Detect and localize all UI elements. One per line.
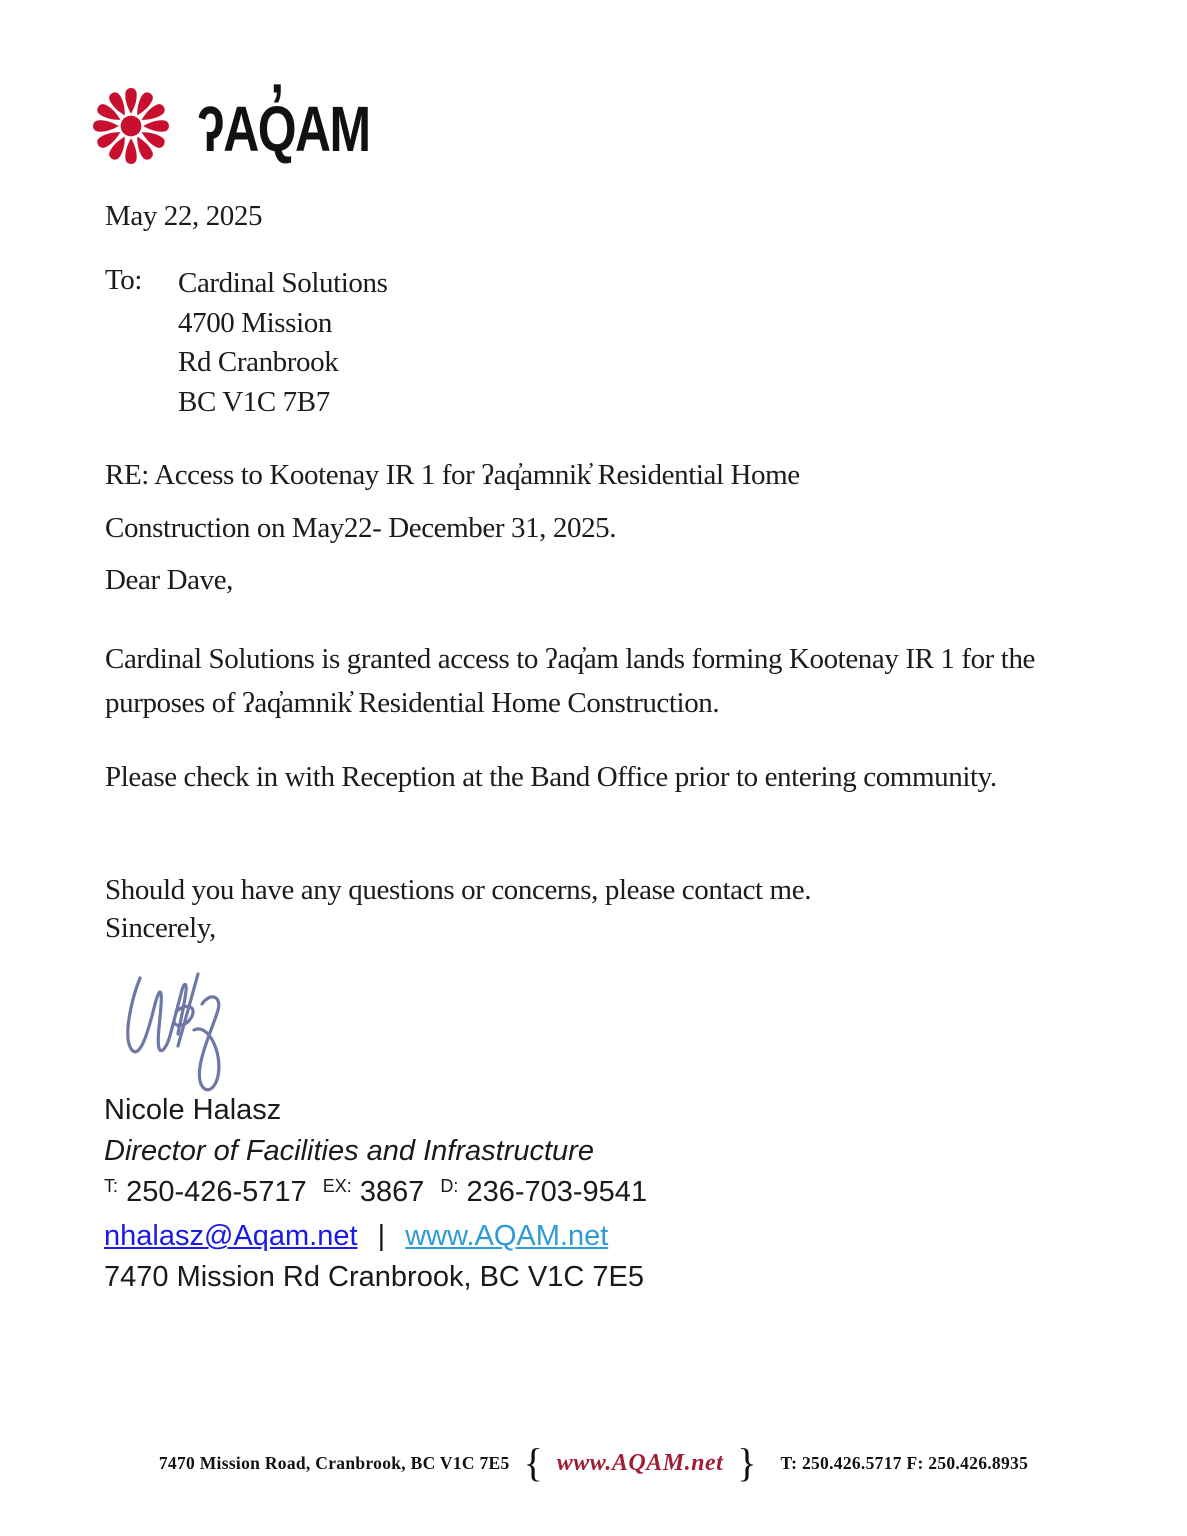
website-link[interactable]: www.AQAM.net xyxy=(405,1220,609,1252)
link-separator: | xyxy=(377,1220,386,1252)
footer-address: 7470 Mission Road, Cranbrook, BC V1C 7E5 xyxy=(158,1452,510,1473)
footer-brace-close: } xyxy=(737,1440,757,1485)
body-paragraph: Should you have any questions or concerns, please contact me. xyxy=(105,874,812,906)
to-label: To: xyxy=(105,264,143,296)
salutation: Dear Dave, xyxy=(105,564,234,596)
subject-line-2: Construction on May22- December 31, 2025. xyxy=(105,512,617,544)
phone-ex-value: 3867 xyxy=(359,1176,425,1208)
recipient-line: BC V1C 7B7 xyxy=(178,385,330,418)
handwritten-signature xyxy=(110,960,340,1105)
recipient-line: 4700 Mission xyxy=(178,306,332,339)
body-paragraph: Please check in with Reception at the Band Office prior to entering community. xyxy=(105,761,997,793)
sender-title: Director of Facilities and Infrastructure xyxy=(104,1135,594,1167)
recipient-line: Cardinal Solutions xyxy=(178,267,388,299)
phone-t-label: T: xyxy=(104,1176,119,1196)
recipient-address xyxy=(178,264,388,422)
sender-name: Nicole Halasz xyxy=(104,1094,282,1126)
contact-links-line xyxy=(104,1216,647,1257)
signature-block xyxy=(104,1090,647,1298)
footer-website: www.AQAM.net xyxy=(556,1449,724,1476)
closing: Sincerely, xyxy=(105,912,216,944)
recipient-block xyxy=(105,264,388,422)
footer-brace-open: { xyxy=(523,1440,543,1485)
phone-ex-label: EX: xyxy=(322,1176,352,1196)
subject-line-1: RE: Access to Kootenay IR 1 for ʔaq̓amnik̓ Residential Home xyxy=(105,459,800,491)
body-paragraph: Cardinal Solutions is granted access to ʔaq̓am lands forming Kootenay IR 1 for the purposes of ʔaq̓amnik̓ Residential Home Construction. xyxy=(105,643,1036,719)
phone-d-value: 236-703-9541 xyxy=(466,1176,648,1208)
brand-wordmark: ʔAQ̓AM xyxy=(197,92,370,165)
letterhead xyxy=(85,80,418,177)
footer-phones: T: 250.426.5717 F: 250.426.8935 xyxy=(780,1452,1029,1473)
subject-line xyxy=(105,449,1035,555)
flower-logo-icon xyxy=(85,80,177,177)
sender-address: 7470 Mission Rd Cranbrook, BC V1C 7E5 xyxy=(104,1261,644,1293)
email-link[interactable]: nhalasz@Aqam.net xyxy=(104,1220,358,1252)
page-footer xyxy=(0,1440,1187,1485)
letter-date: May 22, 2025 xyxy=(105,200,263,232)
recipient-line: Rd Cranbrook xyxy=(178,346,339,378)
phone-t-value: 250-426-5717 xyxy=(126,1176,307,1208)
phone-line xyxy=(104,1172,647,1216)
phone-d-label: D: xyxy=(440,1176,459,1196)
